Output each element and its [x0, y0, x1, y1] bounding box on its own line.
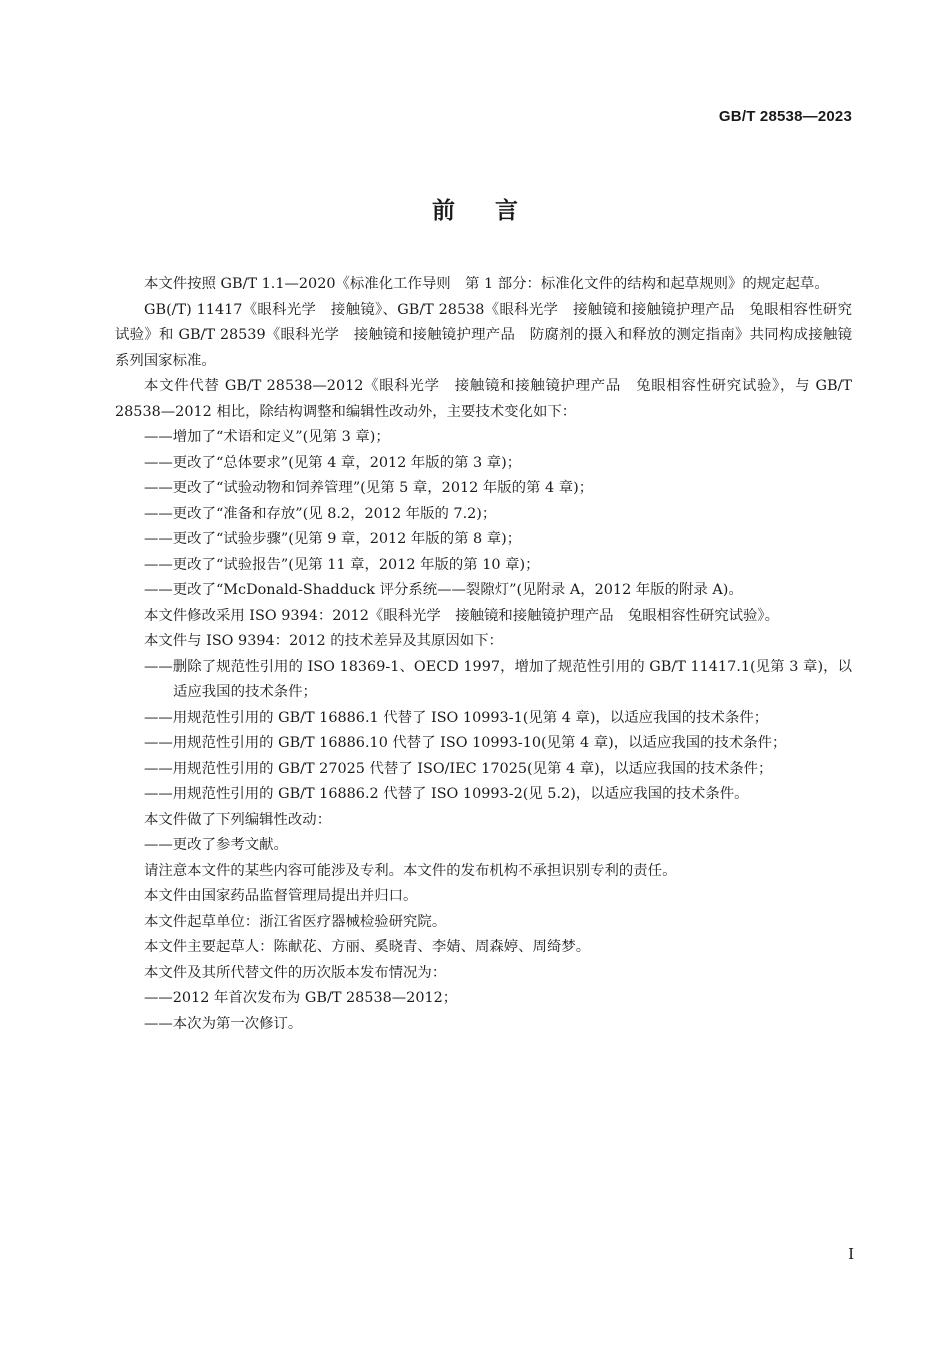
list-item: ——用规范性引用的 GB/T 16886.1 代替了 ISO 10993-1(见第 4 章)，以适应我国的技术条件； — [144, 709, 769, 726]
list-item: ——本次为第一次修订。 — [144, 1015, 303, 1032]
paragraph: 本文件及其所代替文件的历次版本发布情况为： — [144, 964, 447, 981]
list-item: ——更改了“试验动物和饲养管理”(见第 5 章，2012 年版的第 4 章)； — [144, 480, 594, 496]
paragraph: 本文件由国家药品监督管理局提出并归口。 — [144, 888, 418, 904]
list-item: ——删除了规范性引用的 ISO 18369-1、OECD 1997，增加了规范性引用的 GB/T 11417.1(见第 3 章)，以适应我国的技术条件； — [144, 658, 852, 700]
paragraph: 请注意本文件的某些内容可能涉及专利。本文件的发布机构不承担识别专利的责任。 — [144, 862, 677, 879]
list-item: ——用规范性引用的 GB/T 16886.10 代替了 ISO 10993-10(见第 4 章)，以适应我国的技术条件； — [144, 735, 787, 751]
page-title: 前言 — [432, 198, 558, 224]
standard-code: GB/T 28538—2023 — [718, 108, 852, 125]
list-item: ——用规范性引用的 GB/T 27025 代替了 ISO/IEC 17025(见第 4 章)，以适应我国的技术条件； — [144, 760, 773, 777]
paragraph: 本文件修改采用 ISO 9394：2012《眼科光学 接触镜和接触镜护理产品 兔眼相容性研究试验》。 — [144, 607, 779, 624]
list-item: ——更改了“试验步骤”(见第 9 章，2012 年版的第 8 章)； — [144, 531, 522, 547]
list-item: ——更改了“试验报告”(见第 11 章，2012 年版的第 10 章)； — [144, 556, 540, 573]
list-item: ——更改了参考文献。 — [144, 837, 288, 853]
list-item: ——2012 年首次发布为 GB/T 28538—2012； — [144, 990, 458, 1006]
list-item: ——更改了“准备和存放”(见 8.2，2012 年版的 7.2)； — [144, 505, 497, 522]
paragraph: 本文件做了下列编辑性改动： — [144, 811, 332, 828]
paragraph: 本文件起草单位：浙江省医疗器械检验研究院。 — [144, 913, 447, 930]
list-item: ——增加了“术语和定义”(见第 3 章)； — [144, 429, 390, 445]
list-item: ——更改了“McDonald-Shadduck 评分系统——裂隙灯”(见附录 A，2012 年版的附录 A)。 — [144, 582, 743, 598]
paragraph: 本文件主要起草人：陈献花、方丽、奚晓青、李婧、周森婷、周绮梦。 — [144, 939, 591, 955]
foreword-body — [115, 272, 852, 1037]
list-item: ——用规范性引用的 GB/T 16886.2 代替了 ISO 10993-2(见 5.2)，以适应我国的技术条件。 — [144, 786, 749, 802]
page-number: I — [848, 1245, 854, 1263]
paragraph: 本文件与 ISO 9394：2012 的技术差异及其原因如下： — [144, 633, 503, 649]
list-item: ——更改了“总体要求”(见第 4 章，2012 年版的第 3 章)； — [144, 454, 522, 471]
paragraph: GB(/T) 11417《眼科光学 接触镜》、GB/T 28538《眼科光学 接触镜和接触镜护理产品 兔眼相容性研究试验》和 GB/T 28539《眼科光学 接触镜和接触镜护理产品 防腐剂的摄入和释放的测定指南》共同构成接触镜系列国家标准。 — [115, 301, 852, 369]
paragraph: 本文件按照 GB/T 1.1—2020《标准化工作导则 第 1 部分：标准化文件的结构和起草规则》的规定起草。 — [144, 276, 829, 292]
paragraph: 本文件代替 GB/T 28538—2012《眼科光学 接触镜和接触镜护理产品 兔眼相容性研究试验》，与 GB/T 28538—2012 相比，除结构调整和编辑性改动外，主要技术变化如下： — [115, 378, 852, 420]
